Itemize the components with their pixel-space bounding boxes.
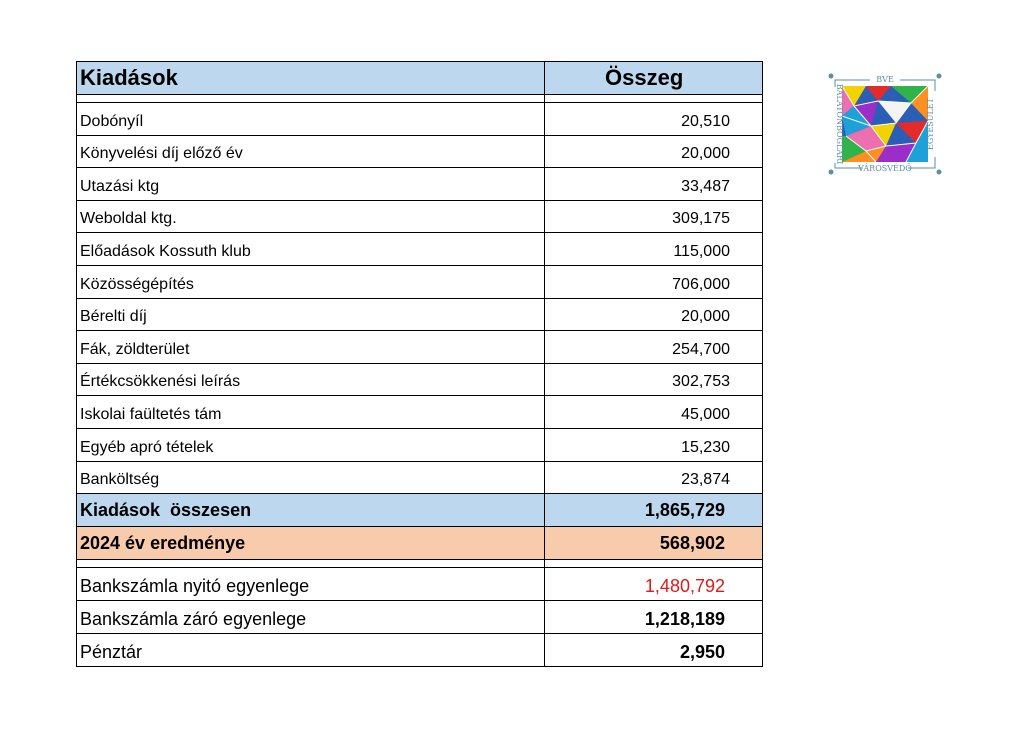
table-row (77, 201, 762, 234)
expenses-total-value: 1,865,729 (644, 500, 725, 521)
row-value: 20,510 (681, 112, 730, 130)
row-value: 33,487 (681, 177, 730, 195)
logo-left-text: BALATONBOGLÁRI (835, 83, 844, 165)
table-row (77, 429, 762, 462)
bank-opening-value: 1,480,792 (644, 576, 725, 597)
table-row (77, 266, 762, 299)
bank-closing-row (77, 601, 762, 634)
row-value: 20,000 (681, 145, 730, 163)
table-row (77, 299, 762, 332)
table-row (77, 462, 762, 495)
row-label: Egyéb apró tételek (77, 429, 545, 461)
bve-logo (826, 71, 944, 177)
result-row (77, 527, 762, 560)
bank-closing-label: Bankszámla záró egyenlege (77, 601, 545, 633)
expenses-table (76, 61, 763, 667)
row-value: 115,000 (673, 242, 730, 260)
row-label: Fák, zöldterület (77, 331, 545, 363)
bank-opening-label: Bankszámla nyitó egyenlege (77, 568, 545, 600)
row-label: Banköltség (77, 462, 545, 494)
row-value: 706,000 (672, 275, 730, 293)
cash-row (77, 634, 762, 667)
expenses-total-label: Kiadások összesen (77, 494, 545, 526)
row-value: 302,753 (672, 373, 730, 391)
row-label: Dobónyíl (77, 103, 545, 135)
table-header (77, 62, 762, 95)
mosaic-icon (842, 86, 928, 162)
table-row (77, 136, 762, 169)
table-row (77, 103, 762, 136)
table-row (77, 233, 762, 266)
table-row (77, 396, 762, 429)
row-value: 45,000 (681, 405, 730, 423)
header-amount: Összeg (605, 65, 684, 90)
table-row (77, 331, 762, 364)
spacer-row (77, 560, 762, 568)
row-label: Közösségépítés (77, 266, 545, 298)
row-label: Előadások Kossuth klub (77, 233, 545, 265)
result-value: 568,902 (659, 533, 725, 554)
result-label: 2024 év eredménye (77, 527, 545, 559)
table-row (77, 364, 762, 397)
row-value: 23,874 (681, 471, 730, 489)
row-value: 309,175 (672, 210, 730, 228)
row-value: 15,230 (681, 438, 730, 456)
cash-label: Pénztár (77, 634, 545, 666)
expenses-total-row (77, 494, 762, 527)
logo-bottom-text: VÁROSVÉDŐ (858, 164, 912, 173)
row-label: Könyvelési díj előző év (77, 136, 545, 168)
cash-value: 2,950 (679, 642, 725, 663)
row-label: Értékcsökkenési leírás (77, 364, 545, 396)
row-label: Bérelti díj (77, 299, 545, 331)
row-label: Iskolai faültetés tám (77, 396, 545, 428)
table-row (77, 168, 762, 201)
logo-right-text: EGYESÜLET (926, 98, 935, 150)
spacer-row (77, 95, 762, 103)
header-expenses: Kiadások (77, 62, 545, 94)
logo-top-text: BVE (876, 75, 894, 84)
bank-opening-row (77, 568, 762, 601)
row-label: Utazási ktg (77, 168, 545, 200)
row-value: 254,700 (672, 340, 730, 358)
row-value: 20,000 (681, 308, 730, 326)
bank-closing-value: 1,218,189 (644, 609, 725, 630)
row-label: Weboldal ktg. (77, 201, 545, 233)
